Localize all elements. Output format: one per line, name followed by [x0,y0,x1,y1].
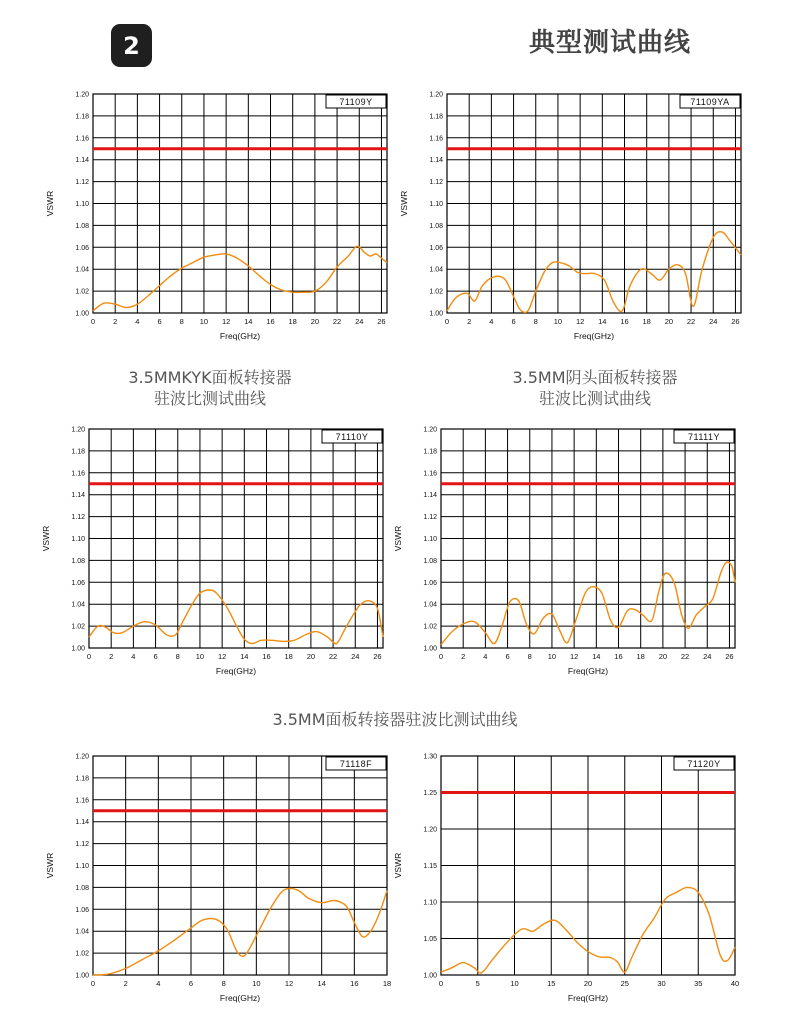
y-tick-label: 1.14 [75,157,89,165]
y-tick-label: 1.20 [75,91,89,99]
y-tick-label: 1.10 [75,863,89,870]
x-tick-label: 20 [583,979,593,988]
x-tick-label: 2 [467,317,472,326]
x-tick-label: 16 [350,979,359,988]
x-tick-label: 8 [533,317,538,326]
x-tick-label: 6 [153,652,158,661]
x-axis-label: Freq(GHz) [567,993,609,1003]
x-tick-label: 10 [195,652,205,661]
x-tick-label: 14 [240,652,249,661]
x-axis-label: Freq(GHz) [219,993,261,1003]
y-tick-label: 1.10 [71,536,85,543]
y-tick-label: 1.10 [429,201,443,208]
y-tick-label: 1.12 [75,179,89,187]
y-tick-label: 1.04 [429,266,443,274]
x-tick-label: 22 [686,317,696,326]
x-tick-label: 6 [505,652,510,661]
y-tick-label: 1.18 [429,113,443,121]
x-tick-label: 8 [175,652,180,661]
y-tick-label: 1.00 [423,972,437,980]
x-tick-label: 8 [527,652,532,661]
x-tick-label: 4 [489,317,494,326]
y-tick-label: 1.18 [75,775,89,783]
y-tick-label: 1.00 [71,645,85,653]
x-tick-label: 4 [135,317,140,326]
y-tick-label: 1.00 [75,310,89,318]
x-tick-label: 16 [266,317,275,326]
x-tick-label: 12 [284,979,294,988]
x-tick-label: 0 [438,979,444,988]
x-tick-label: 20 [664,317,674,326]
legend-label: 71111Y [687,432,721,442]
section-number-badge: 2 [111,24,152,67]
x-tick-label: 24 [355,317,364,326]
y-tick-label: 1.14 [71,492,85,500]
x-tick-label: 10 [252,979,261,988]
y-tick-label: 1.06 [75,906,89,914]
y-tick-label: 1.25 [423,790,437,797]
y-tick-label: 1.06 [75,244,89,252]
y-tick-label: 1.12 [429,179,443,187]
x-tick-label: 0 [90,979,96,988]
x-tick-label: 10 [553,317,563,326]
x-tick-label: 12 [221,317,231,326]
y-tick-label: 1.04 [71,601,85,609]
x-tick-label: 24 [351,652,360,661]
x-tick-label: 40 [730,979,740,988]
x-tick-label: 4 [131,652,136,661]
y-tick-label: 1.06 [423,579,437,587]
vswr-chart-71118f [0,745,390,1007]
legend-label: 71109Y [339,97,373,107]
y-tick-label: 1.20 [429,91,443,99]
y-tick-label: 1.08 [75,884,89,892]
y-tick-label: 1.14 [423,492,437,500]
y-tick-label: 1.16 [423,470,437,478]
caption-line: 驻波比测试曲线 [538,389,651,408]
x-tick-label: 0 [90,317,96,326]
vswr-chart-71109ya [395,85,785,340]
y-tick-label: 1.02 [75,950,89,958]
x-tick-label: 0 [444,317,450,326]
y-tick-label: 1.00 [75,972,89,980]
x-tick-label: 18 [382,979,392,988]
x-tick-label: 14 [598,317,607,326]
x-tick-label: 0 [86,652,92,661]
x-tick-label: 2 [461,652,466,661]
y-tick-label: 1.08 [423,557,437,565]
legend-label: 71118F [339,759,373,769]
y-tick-label: 1.08 [71,557,85,565]
x-tick-label: 5 [475,979,480,988]
y-tick-label: 1.04 [423,601,437,609]
y-tick-label: 1.06 [71,579,85,587]
x-axis-label: Freq(GHz) [219,331,261,341]
x-tick-label: 20 [658,652,668,661]
vswr-chart-71111y [395,420,785,680]
x-tick-label: 6 [511,317,516,326]
y-tick-label: 1.12 [423,514,437,522]
y-axis-label: VSWR [45,190,55,217]
x-tick-label: 12 [217,652,227,661]
legend-label: 71120Y [687,759,721,769]
caption-row2 [195,709,595,730]
x-tick-label: 20 [306,652,316,661]
x-tick-label: 18 [642,317,651,326]
x-tick-label: 14 [317,979,326,988]
y-axis-label: VSWR [399,190,409,217]
y-tick-label: 1.10 [423,899,437,907]
x-tick-label: 8 [221,979,226,988]
y-tick-label: 1.16 [429,135,443,143]
x-tick-label: 16 [620,317,629,326]
y-axis-label: VSWR [393,852,403,879]
x-tick-label: 12 [575,317,585,326]
legend-label: 71109YA [690,97,730,107]
x-tick-label: 16 [614,652,623,661]
x-tick-label: 2 [109,652,114,661]
y-axis-label: VSWR [393,525,403,552]
x-tick-label: 10 [510,979,519,988]
x-tick-label: 14 [592,652,601,661]
caption-line: 3.5MM阴头面板转接器 [512,368,678,387]
y-axis-label: VSWR [41,525,51,552]
x-tick-label: 18 [636,652,645,661]
y-tick-label: 1.02 [75,288,89,296]
x-tick-label: 2 [123,979,128,988]
x-axis-label: Freq(GHz) [573,331,615,341]
y-tick-label: 1.16 [71,470,85,478]
y-tick-label: 1.20 [75,753,89,761]
x-tick-label: 18 [284,652,293,661]
y-tick-label: 1.04 [75,266,89,274]
y-axis-label: VSWR [45,852,55,879]
y-tick-label: 1.08 [429,222,443,230]
y-tick-label: 1.02 [429,288,443,296]
x-tick-label: 35 [694,979,703,988]
x-tick-label: 20 [310,317,320,326]
y-tick-label: 1.06 [429,244,443,252]
y-tick-label: 1.05 [423,936,437,943]
caption-line: 驻波比测试曲线 [153,389,266,408]
x-tick-label: 0 [438,652,444,661]
y-tick-label: 1.12 [75,841,89,849]
x-tick-label: 10 [547,652,557,661]
x-tick-label: 15 [547,979,556,988]
x-tick-label: 10 [199,317,209,326]
y-tick-label: 1.20 [71,426,85,434]
x-tick-label: 8 [179,317,184,326]
vswr-curve [93,888,387,975]
caption-row1-right [445,367,745,409]
y-tick-label: 1.10 [75,201,89,208]
y-tick-label: 1.20 [423,826,437,834]
y-tick-label: 1.30 [423,753,437,761]
y-tick-label: 1.12 [71,514,85,522]
x-axis-label: Freq(GHz) [215,666,257,676]
x-tick-label: 26 [373,652,382,661]
x-tick-label: 22 [680,652,690,661]
x-tick-label: 22 [332,317,342,326]
y-tick-label: 1.04 [75,928,89,936]
y-tick-label: 1.08 [75,222,89,230]
y-tick-label: 1.14 [75,819,89,827]
x-tick-label: 18 [288,317,297,326]
y-tick-label: 1.20 [423,426,437,434]
y-tick-label: 1.00 [429,310,443,318]
x-tick-label: 14 [244,317,253,326]
legend-label: 71110Y [335,432,369,442]
x-tick-label: 4 [156,979,161,988]
x-tick-label: 12 [569,652,579,661]
x-tick-label: 4 [483,652,488,661]
vswr-chart-71120y [395,745,785,1007]
caption-row1-left [60,367,360,409]
y-tick-label: 1.02 [71,623,85,631]
y-tick-label: 1.16 [75,135,89,143]
y-tick-label: 1.15 [423,863,437,870]
y-tick-label: 1.16 [75,797,89,805]
y-tick-label: 1.02 [423,623,437,631]
x-tick-label: 24 [709,317,718,326]
x-axis-label: Freq(GHz) [567,666,609,676]
vswr-chart-71109y [0,85,390,340]
x-tick-label: 24 [703,652,712,661]
x-tick-label: 26 [725,652,734,661]
x-tick-label: 26 [377,317,386,326]
x-tick-label: 30 [657,979,666,988]
y-tick-label: 1.14 [429,157,443,165]
x-tick-label: 16 [262,652,271,661]
y-tick-label: 1.00 [423,645,437,653]
y-tick-label: 1.18 [423,448,437,456]
x-tick-label: 6 [188,979,194,988]
y-tick-label: 1.18 [75,113,89,121]
x-tick-label: 25 [620,979,629,988]
caption-line: 3.5MMKYK面板转接器 [128,368,292,387]
x-tick-label: 6 [157,317,162,326]
x-tick-label: 26 [731,317,740,326]
x-tick-label: 22 [328,652,338,661]
x-tick-label: 2 [113,317,118,326]
y-tick-label: 1.18 [71,448,85,456]
page-title: 典型测试曲线 [528,28,691,58]
vswr-chart-71110y [0,420,390,680]
y-tick-label: 1.10 [423,536,437,543]
caption-line: 3.5MM面板转接器驻波比测试曲线 [272,710,518,729]
